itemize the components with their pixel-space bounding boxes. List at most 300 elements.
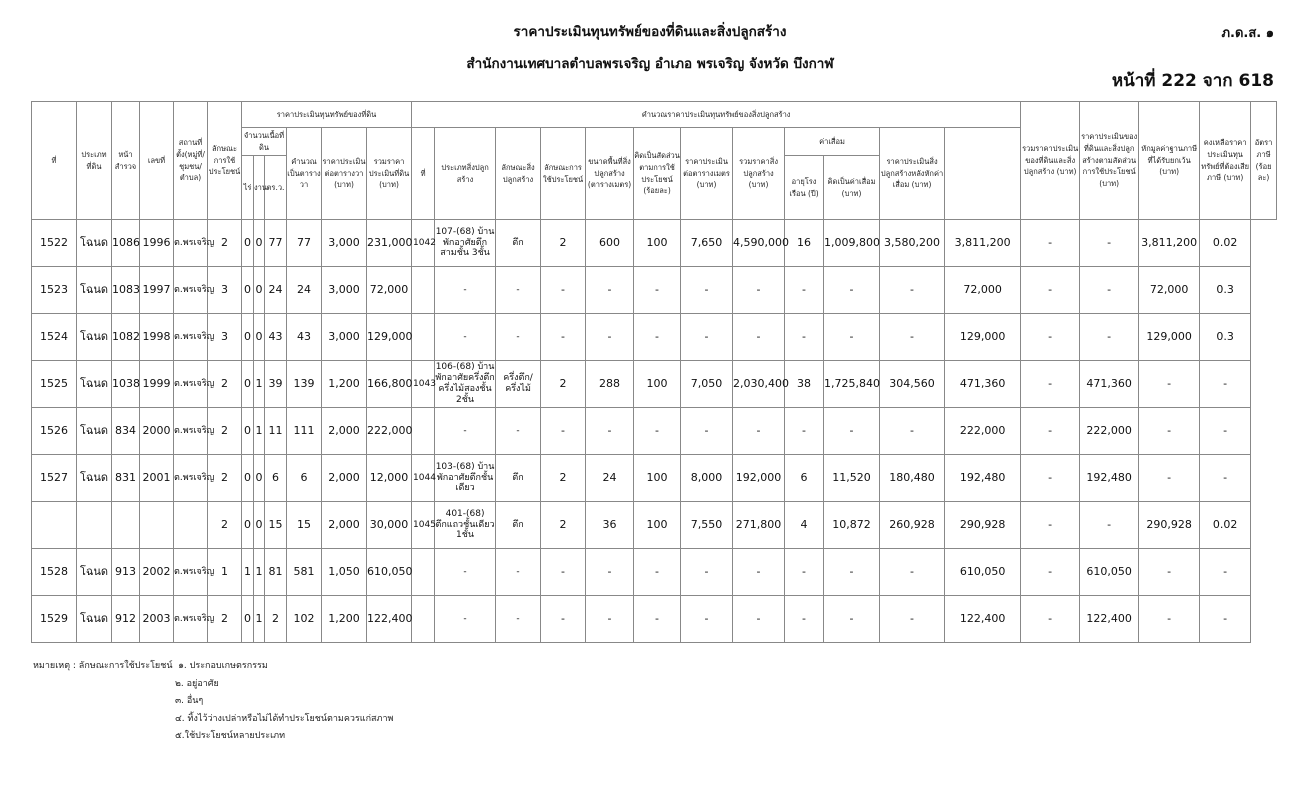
table-cell: 3,000 (322, 314, 367, 361)
table-cell: โฉนด (77, 267, 112, 314)
table-cell: - (824, 408, 880, 455)
table-cell: 2,000 (322, 455, 367, 502)
table-cell: ต.พรเจริญ (174, 455, 208, 502)
table-cell: 3,811,200 (945, 220, 1021, 267)
table-cell (412, 596, 435, 643)
col-no: ที่ (32, 102, 77, 220)
table-cell: 192,480 (1080, 455, 1139, 502)
table-cell: 288 (586, 361, 634, 408)
table-cell: - (1200, 455, 1251, 502)
note-item: ๔. ทิ้งไว้ว่างเปล่าหรือไม่ได้ทำประโยชน์ตามควรแก่สภาพ (175, 713, 394, 724)
table-cell: 3,580,200 (880, 220, 945, 267)
table-cell: - (880, 314, 945, 361)
table-cell (174, 502, 208, 549)
table-cell: - (1021, 455, 1080, 502)
table-cell: โฉนด (77, 408, 112, 455)
table-cell: 260,928 (880, 502, 945, 549)
table-cell: - (880, 549, 945, 596)
table-cell: ต.พรเจริญ (174, 267, 208, 314)
table-cell: 1083 (112, 267, 140, 314)
table-cell: 43 (287, 314, 322, 361)
table-cell: - (435, 549, 496, 596)
document-title: ราคาประเมินทุนทรัพย์ของที่ดินและสิ่งปลูกสร้าง (513, 24, 787, 40)
table-cell: 15 (265, 502, 287, 549)
table-cell: 0 (242, 267, 254, 314)
table-cell (412, 408, 435, 455)
table-cell: 1998 (140, 314, 174, 361)
table-cell: 1,050 (322, 549, 367, 596)
table-cell: 3,000 (322, 267, 367, 314)
table-cell: - (1021, 549, 1080, 596)
table-cell: ต.พรเจริญ (174, 549, 208, 596)
table-cell: 24 (287, 267, 322, 314)
table-cell: - (785, 549, 824, 596)
table-cell: 12,000 (367, 455, 412, 502)
col-building-total: รวมราคาสิ่งปลูกสร้าง (บาท) (733, 128, 785, 220)
table-cell: 100 (634, 220, 681, 267)
table-cell: 2003 (140, 596, 174, 643)
table-cell: 1996 (140, 220, 174, 267)
table-cell: 290,928 (945, 502, 1021, 549)
table-cell: - (1021, 408, 1080, 455)
table-cell: 0 (242, 361, 254, 408)
table-cell: 103-(68) บ้านพักอาศัยตึกชั้นเดียว (435, 455, 496, 502)
table-cell: ตึก (496, 220, 541, 267)
table-cell: 1528 (32, 549, 77, 596)
note-item: ๕.ใช้ประโยชน์หลายประเภท (175, 731, 286, 742)
table-cell (32, 502, 77, 549)
table-cell: 0.02 (1200, 220, 1251, 267)
col-group-building: คำนวณราคาประเมินทุนทรัพย์ของสิ่งปลูกสร้าง (412, 102, 1021, 128)
table-cell: - (435, 408, 496, 455)
table-cell: 0.3 (1200, 267, 1251, 314)
table-cell: 192,000 (733, 455, 785, 502)
table-cell: 471,360 (1080, 361, 1139, 408)
table-cell: 834 (112, 408, 140, 455)
table-cell: - (1200, 549, 1251, 596)
table-cell: - (824, 267, 880, 314)
table-cell: - (880, 267, 945, 314)
table-cell: 1529 (32, 596, 77, 643)
table-cell: 100 (634, 455, 681, 502)
table-row (32, 502, 1277, 549)
table-cell: 0 (254, 314, 265, 361)
table-cell: 192,480 (945, 455, 1021, 502)
col-number: เลขที่ (140, 102, 174, 220)
table-cell: - (681, 549, 733, 596)
table-cell: 2001 (140, 455, 174, 502)
table-cell: 2,030,400 (733, 361, 785, 408)
table-cell: 2 (541, 502, 586, 549)
table-cell: - (681, 408, 733, 455)
table-cell (412, 267, 435, 314)
table-cell: - (733, 408, 785, 455)
table-cell: - (586, 408, 634, 455)
col-ratio: ราคาประเมินของที่ดินและสิ่งปลูกสร้างตามสัดส่วนการใช้ประโยชน์ (บาท) (1080, 102, 1139, 220)
table-cell: - (1021, 267, 1080, 314)
table-cell: 1 (254, 549, 265, 596)
table-cell: โฉนด (77, 220, 112, 267)
table-cell: 0 (254, 502, 265, 549)
table-cell: 129,000 (1139, 314, 1200, 361)
table-cell: - (1021, 314, 1080, 361)
table-cell: ต.พรเจริญ (174, 361, 208, 408)
col-land-type: ประเภทที่ดิน (77, 102, 112, 220)
table-cell: โฉนด (77, 549, 112, 596)
table-cell: 1 (208, 549, 242, 596)
table-cell: - (1139, 361, 1200, 408)
table-cell: 1 (242, 549, 254, 596)
table-cell: 0 (254, 267, 265, 314)
table-cell: - (496, 267, 541, 314)
table-cell: - (435, 596, 496, 643)
table-cell: 0 (254, 220, 265, 267)
table-cell: 1,200 (322, 361, 367, 408)
notes-label: หมายเหตุ : ลักษณะการใช้ประโยชน์ (33, 661, 173, 671)
table-cell: 1 (254, 408, 265, 455)
table-cell: - (586, 596, 634, 643)
table-cell: 610,050 (945, 549, 1021, 596)
table-cell: - (733, 314, 785, 361)
table-cell: 4,590,000 (733, 220, 785, 267)
col-building-usage: ลักษณะการใช้ประโยชน์ (541, 128, 586, 220)
table-cell: 139 (287, 361, 322, 408)
table-cell: 7,050 (681, 361, 733, 408)
table-cell: 100 (634, 502, 681, 549)
table-cell: - (733, 596, 785, 643)
table-cell (412, 314, 435, 361)
table-cell: - (1200, 361, 1251, 408)
col-building-price: ราคาประเมินต่อตารางเมตร (บาท) (681, 128, 733, 220)
table-cell: 913 (112, 549, 140, 596)
table-cell: - (634, 408, 681, 455)
table-cell: 2 (208, 408, 242, 455)
table-cell: - (1139, 455, 1200, 502)
table-cell: 401-(68) ตึกแถวชั้นเดียว 1ชั้น (435, 502, 496, 549)
document-subtitle: สำนักงานเทศบาลตำบลพรเจริญ อำเภอ พรเจริญ จังหวัด บึงกาฬ (466, 56, 834, 72)
table-cell: 0 (242, 220, 254, 267)
col-dep-age: อายุโรงเรือน (ปี) (785, 156, 824, 220)
table-cell: - (1200, 408, 1251, 455)
table-cell: 1045 (412, 502, 435, 549)
table-cell: 30,000 (367, 502, 412, 549)
table-cell: 72,000 (367, 267, 412, 314)
table-cell: 2,000 (322, 408, 367, 455)
table-cell: 111 (287, 408, 322, 455)
table-cell: - (1139, 408, 1200, 455)
table-cell: 6 (785, 455, 824, 502)
table-cell: - (681, 314, 733, 361)
table-cell: - (824, 549, 880, 596)
table-cell: 106-(68) บ้านพักอาศัยครึ่งตึกครึ่งไม้สองชั้น 2ชั้น (435, 361, 496, 408)
table-cell: 2 (208, 596, 242, 643)
col-price-per-wa: ราคาประเมินต่อตารางวา (บาท) (322, 128, 367, 220)
col-dep-amount: คิดเป็นค่าเสื่อม (บาท) (824, 156, 880, 220)
table-cell: 2 (541, 361, 586, 408)
table-cell: 1082 (112, 314, 140, 361)
col-group-land: ราคาประเมินทุนทรัพย์ของที่ดิน (242, 102, 412, 128)
table-cell: 36 (586, 502, 634, 549)
table-cell: โฉนด (77, 596, 112, 643)
col-rate: อัตราภาษี (ร้อยละ) (1251, 102, 1277, 220)
table-cell: 1 (254, 596, 265, 643)
table-cell: - (1021, 596, 1080, 643)
note-item: ๑. ประกอบเกษตรกรรม (178, 661, 268, 671)
table-cell: ต.พรเจริญ (174, 596, 208, 643)
table-row (32, 455, 1277, 502)
table-cell: 831 (112, 455, 140, 502)
table-cell: - (634, 314, 681, 361)
table-cell: 290,928 (1139, 502, 1200, 549)
note-item: ๓. อื่นๆ (175, 696, 204, 707)
table-row (32, 596, 1277, 643)
table-cell: - (541, 596, 586, 643)
table-cell: 3 (208, 314, 242, 361)
table-cell: 610,050 (367, 549, 412, 596)
table-cell: 24 (265, 267, 287, 314)
table-cell: 10,872 (824, 502, 880, 549)
table-cell: 600 (586, 220, 634, 267)
table-cell: 81 (265, 549, 287, 596)
table-cell: 38 (785, 361, 824, 408)
table-cell: - (681, 267, 733, 314)
table-cell: - (785, 596, 824, 643)
table-cell: 3 (208, 267, 242, 314)
table-cell: 2000 (140, 408, 174, 455)
table-cell: - (541, 549, 586, 596)
table-cell: 77 (287, 220, 322, 267)
col-building-after: ราคาประเมินสิ่งปลูกสร้างหลังหักค่าเสื่อม (บาท) (880, 128, 945, 220)
table-cell: - (541, 267, 586, 314)
table-cell: - (634, 267, 681, 314)
col-remain: คงเหลือราคาประเมินทุนทรัพย์ที่ต้องเสียภาษี (บาท) (1200, 102, 1251, 220)
table-row (32, 361, 1277, 408)
table-cell: 3,000 (322, 220, 367, 267)
table-cell: 222,000 (945, 408, 1021, 455)
table-cell: - (1139, 549, 1200, 596)
table-cell: 1043 (412, 361, 435, 408)
table-cell: 1999 (140, 361, 174, 408)
table-cell: 0 (254, 455, 265, 502)
table-row (32, 408, 1277, 455)
table-cell: 0 (242, 408, 254, 455)
table-cell: - (435, 267, 496, 314)
table-cell: 8,000 (681, 455, 733, 502)
table-cell: - (1080, 267, 1139, 314)
table-cell: - (1021, 502, 1080, 549)
table-cell: 7,550 (681, 502, 733, 549)
table-cell: ต.พรเจริญ (174, 408, 208, 455)
table-cell: 1,725,840 (824, 361, 880, 408)
table-body (32, 220, 1277, 643)
table-cell: - (541, 314, 586, 361)
table-row (32, 267, 1277, 314)
table-cell: - (1080, 502, 1139, 549)
table-cell: - (1200, 596, 1251, 643)
table-row (32, 220, 1277, 267)
table-cell: 231,000 (367, 220, 412, 267)
table-cell: - (435, 314, 496, 361)
table-cell: - (541, 408, 586, 455)
table-cell: 3,811,200 (1139, 220, 1200, 267)
table-cell: 24 (586, 455, 634, 502)
table-cell: 72,000 (1139, 267, 1200, 314)
table-cell: 1086 (112, 220, 140, 267)
table-cell: 100 (634, 361, 681, 408)
table-cell: ตึก (496, 455, 541, 502)
table-cell: 77 (265, 220, 287, 267)
table-cell: 166,800 (367, 361, 412, 408)
table-cell: 581 (287, 549, 322, 596)
col-building-no: ที่ (412, 128, 435, 220)
note-item: ๒. อยู่อาศัย (175, 678, 219, 689)
table-cell: 0 (242, 455, 254, 502)
table-cell: 129,000 (945, 314, 1021, 361)
col-building-area: ขนาดพื้นที่สิ่งปลูกสร้าง (ตารางเมตร) (586, 128, 634, 220)
table-cell: 180,480 (880, 455, 945, 502)
table-cell: 107-(68) บ้านพักอาศัยตึกสามชั้น 3ชั้น (435, 220, 496, 267)
table-cell: 304,560 (880, 361, 945, 408)
notes (33, 658, 393, 746)
col-group-depreciation: ค่าเสื่อม (785, 128, 880, 156)
table-cell: 1524 (32, 314, 77, 361)
table-cell: 1522 (32, 220, 77, 267)
col-page-survey: หน้าสำรวจ (112, 102, 140, 220)
table-cell: 1038 (112, 361, 140, 408)
table-cell: 2 (541, 455, 586, 502)
table-cell: 122,400 (367, 596, 412, 643)
table-cell: 912 (112, 596, 140, 643)
table-cell: 15 (287, 502, 322, 549)
table-cell: 2 (265, 596, 287, 643)
table-cell: - (1139, 596, 1200, 643)
table-cell: โฉนด (77, 314, 112, 361)
table-cell: - (880, 596, 945, 643)
table-cell: - (496, 596, 541, 643)
table-cell: 2002 (140, 549, 174, 596)
table-cell: - (880, 408, 945, 455)
table-cell: 11 (265, 408, 287, 455)
table-cell: - (733, 549, 785, 596)
table-cell: 1,009,800 (824, 220, 880, 267)
table-cell: 0 (242, 596, 254, 643)
table-cell: - (1080, 314, 1139, 361)
table-cell: 2 (208, 502, 242, 549)
table-cell: 16 (785, 220, 824, 267)
table-cell: ตึก (496, 502, 541, 549)
table-cell: 222,000 (1080, 408, 1139, 455)
table-cell: - (785, 267, 824, 314)
table-cell: - (586, 314, 634, 361)
table-cell: 1526 (32, 408, 77, 455)
col-building-type: ประเภทสิ่งปลูกสร้าง (435, 128, 496, 220)
table-cell: - (586, 549, 634, 596)
col-sum: รวมราคาประเมินของที่ดินและสิ่งปลูกสร้าง (บาท) (1021, 102, 1080, 220)
table-cell: 1042 (412, 220, 435, 267)
table-row (32, 549, 1277, 596)
table-cell: 222,000 (367, 408, 412, 455)
table-cell: 2 (208, 220, 242, 267)
table-cell: - (733, 267, 785, 314)
assessment-table (31, 101, 1277, 643)
table-cell: 2 (541, 220, 586, 267)
table-cell: - (586, 267, 634, 314)
table-cell: - (785, 408, 824, 455)
table-row (32, 314, 1277, 361)
table-cell: ต.พรเจริญ (174, 314, 208, 361)
table-cell: 0 (242, 502, 254, 549)
table-cell: ต.พรเจริญ (174, 220, 208, 267)
col-building-pct: คิดเป็นสัดส่วนตามการใช้ประโยชน์ (ร้อยละ) (634, 128, 681, 220)
table-cell: 1997 (140, 267, 174, 314)
table-cell: 271,800 (733, 502, 785, 549)
col-rai: ไร่ (242, 156, 254, 220)
table-cell: 0 (242, 314, 254, 361)
table-cell: 610,050 (1080, 549, 1139, 596)
table-cell: - (496, 408, 541, 455)
page-info: หน้าที่ 222 จาก 618 (1111, 71, 1274, 91)
table-cell: 4 (785, 502, 824, 549)
table-cell: 2 (208, 361, 242, 408)
table-cell: 122,400 (1080, 596, 1139, 643)
table-cell: โฉนด (77, 361, 112, 408)
table-cell: - (824, 596, 880, 643)
table-cell: 1527 (32, 455, 77, 502)
table-cell: โฉนด (77, 455, 112, 502)
col-location: สถานที่ตั้ง(หมู่ที่/ชุมชน/ตำบล) (174, 102, 208, 220)
col-ngan: งาน (254, 156, 265, 220)
col-land-total: รวมราคาประเมินที่ดิน (บาท) (367, 128, 412, 220)
table-cell: 102 (287, 596, 322, 643)
table-cell: 6 (265, 455, 287, 502)
table-cell: 1044 (412, 455, 435, 502)
table-cell: 7,650 (681, 220, 733, 267)
table-cell: - (785, 314, 824, 361)
table-cell: - (634, 596, 681, 643)
table-cell (412, 549, 435, 596)
table-cell: 129,000 (367, 314, 412, 361)
col-building-kind: ลักษณะสิ่งปลูกสร้าง (496, 128, 541, 220)
table-cell: - (634, 549, 681, 596)
table-cell: ครึ่งตึก/ครึ่งไม้ (496, 361, 541, 408)
table-cell: 471,360 (945, 361, 1021, 408)
table-cell: 43 (265, 314, 287, 361)
table-cell: 39 (265, 361, 287, 408)
table-cell: 122,400 (945, 596, 1021, 643)
table-cell: 1,200 (322, 596, 367, 643)
table-cell: 6 (287, 455, 322, 502)
table-cell: - (1080, 220, 1139, 267)
table-cell: 1523 (32, 267, 77, 314)
table-cell: - (824, 314, 880, 361)
table-cell: - (681, 596, 733, 643)
table-cell: 2,000 (322, 502, 367, 549)
table-cell: - (1021, 361, 1080, 408)
table-cell: 1 (254, 361, 265, 408)
table-cell: 2 (208, 455, 242, 502)
table-cell (112, 502, 140, 549)
table-cell: - (496, 549, 541, 596)
table-cell (77, 502, 112, 549)
table-cell: 1525 (32, 361, 77, 408)
col-wa: ตร.ว. (265, 156, 287, 220)
form-code: ภ.ด.ส. ๑ (1221, 26, 1274, 41)
table-cell: - (496, 314, 541, 361)
table-cell: 0.3 (1200, 314, 1251, 361)
col-deduct: หักมูลค่าฐานภาษีที่ได้รับยกเว้น (บาท) (1139, 102, 1200, 220)
col-sqwa: คำนวณเป็นตารางวา (287, 128, 322, 220)
table-cell: - (1021, 220, 1080, 267)
